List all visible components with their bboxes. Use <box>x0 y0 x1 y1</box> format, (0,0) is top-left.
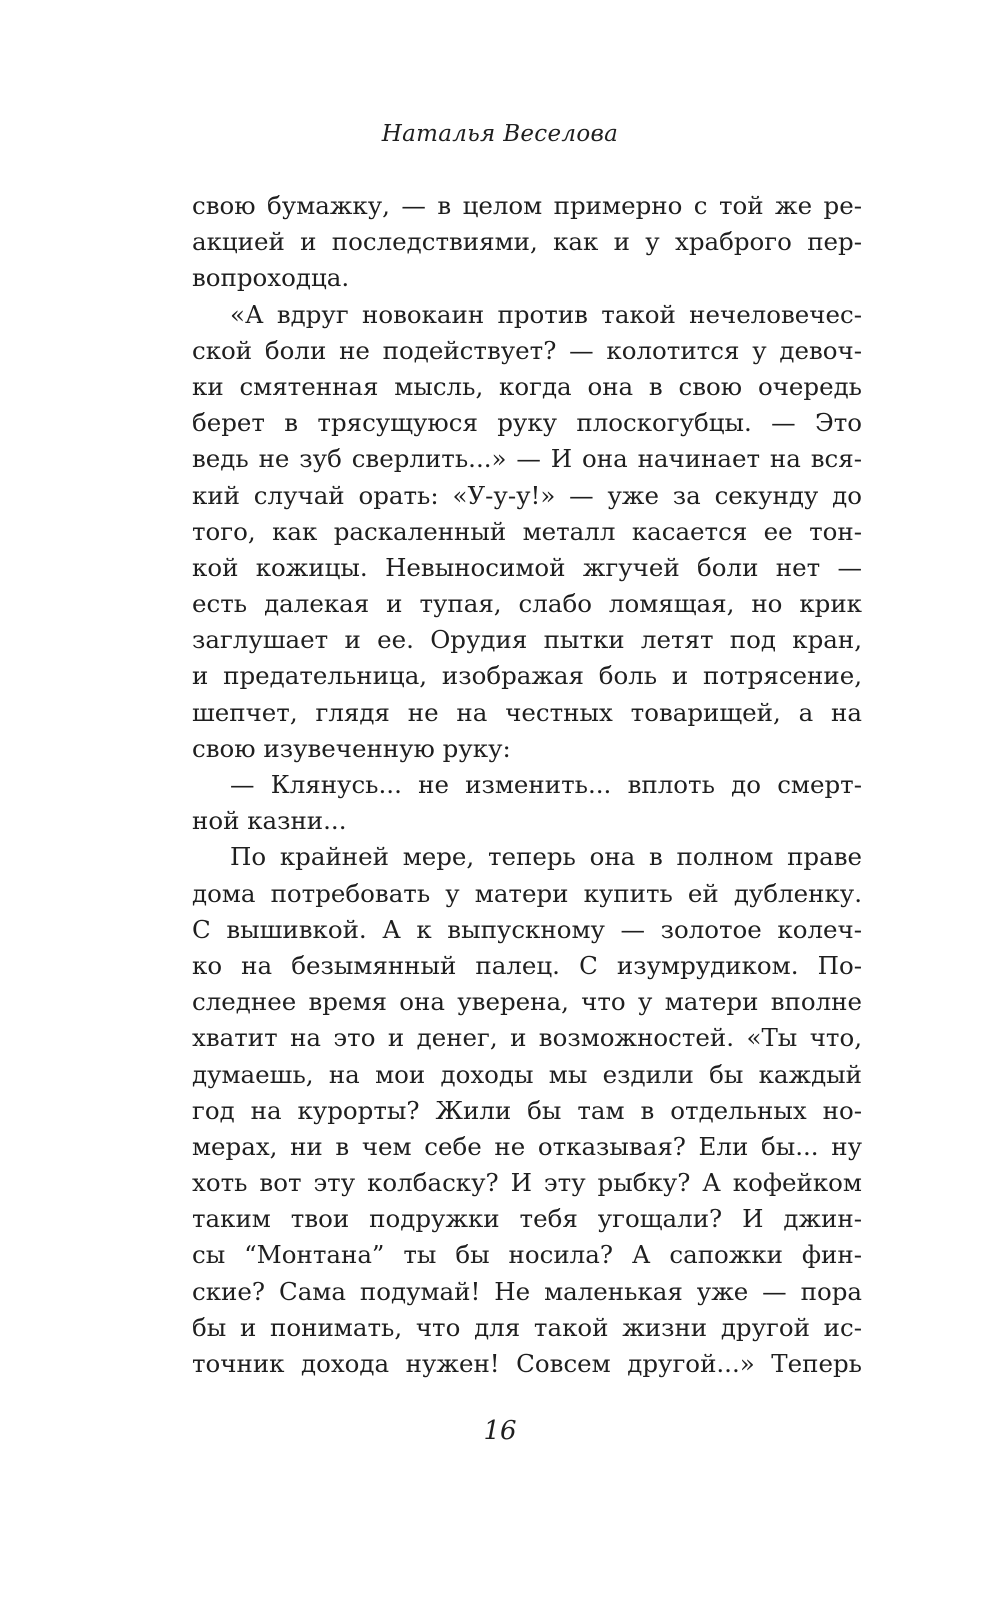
text-line: «А вдруг новокаин против такой нечеловечес- <box>230 299 862 329</box>
text-line: и предательница, изображая боль и потрясение, <box>192 661 862 691</box>
text-line: есть далекая и тупая, слабо ломящая, но крик <box>192 589 862 619</box>
text-line: таким твои подружки тебя угощали? И джин- <box>192 1204 862 1234</box>
text-line: хоть вот эту колбаску? И эту рыбку? А кофейком <box>192 1168 862 1198</box>
text-line: свою изувеченную руку: <box>192 733 511 763</box>
text-line: кий случай орать: «У-у-у!» — уже за секунду до <box>192 480 862 510</box>
text-line: С вышивкой. А к выпускному — золотое колеч- <box>192 914 862 944</box>
text-line: кой кожицы. Невыносимой жгучей боли нет — <box>192 552 862 582</box>
page-number: 16 <box>483 1416 517 1446</box>
text-line: свою бумажку, — в целом примерно с той же ре- <box>192 191 862 220</box>
text-line: дома потребовать у матери купить ей дубленку. <box>192 878 862 908</box>
text-line: ной казни... <box>192 806 347 836</box>
text-line: ские? Сама подумай! Не маленькая уже — пора <box>192 1276 862 1306</box>
text-line: думаешь, на мои доходы мы ездили бы каждый <box>192 1059 862 1089</box>
text-line: ки смятенная мысль, когда она в свою очередь <box>192 371 862 401</box>
running-head: Наталья Веселова <box>381 121 619 147</box>
text-line: акцией и последствиями, как и у храброго пер- <box>192 227 862 257</box>
text-line: ко на безымянный палец. С изумрудиком. По- <box>192 950 862 980</box>
text-line: бы и понимать, что для такой жизни другой ис- <box>192 1312 862 1342</box>
text-line: следнее время она уверена, что у матери вполне <box>192 987 862 1017</box>
text-line: берет в трясущуюся руку плоскогубцы. — Это <box>192 408 862 438</box>
text-line: мерах, ни в чем себе не отказывая? Ели бы... ну <box>192 1131 862 1161</box>
text-line: заглушает и ее. Орудия пытки летят под кран, <box>192 625 862 655</box>
text-line: хватит на это и денег, и возможностей. «Ты что, <box>192 1023 862 1053</box>
text-line: ской боли не подействует? — колотится у девоч- <box>192 335 862 365</box>
text-line: — Клянусь... не изменить... вплоть до смерт- <box>230 770 862 799</box>
body-text <box>192 188 862 1382</box>
text-line: По крайней мере, теперь она в полном праве <box>230 842 862 872</box>
text-line: ведь не зуб сверлить...» — И она начинает на вся- <box>192 444 862 474</box>
text-line: того, как раскаленный металл касается ее тон- <box>192 516 862 546</box>
text-line: шепчет, глядя не на честных товарищей, а на <box>192 697 862 727</box>
text-line: вопроходца. <box>192 263 350 293</box>
text-line: сы “Монтана” ты бы носила? А сапожки фин- <box>192 1240 862 1270</box>
text-line: год на курорты? Жили бы там в отдельных но- <box>192 1095 862 1125</box>
text-line: точник дохода нужен! Совсем другой...» Теперь <box>192 1349 862 1378</box>
